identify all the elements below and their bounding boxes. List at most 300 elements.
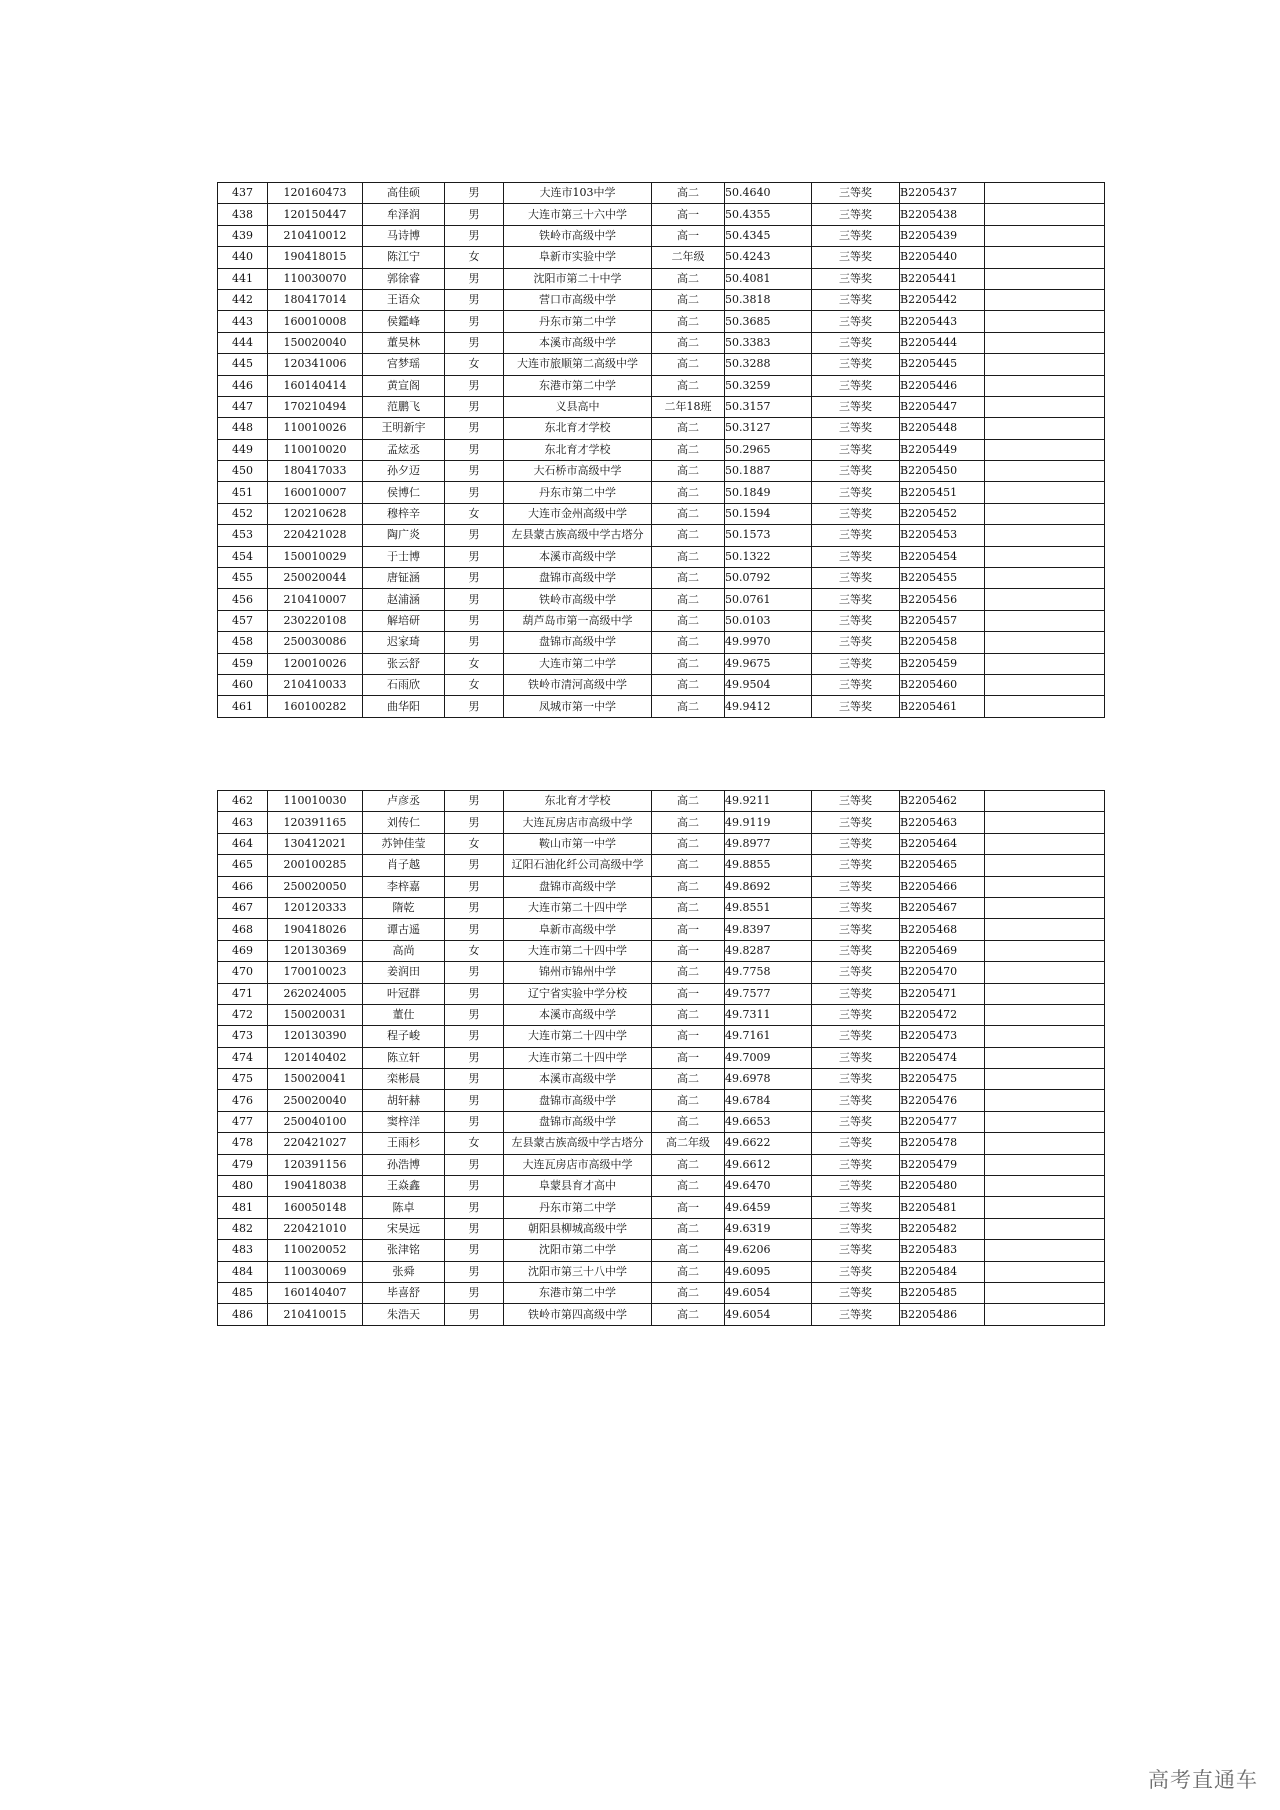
- name-cell: 孙浩博: [363, 1154, 445, 1175]
- certificate-cell: B2205439: [900, 225, 985, 246]
- school-cell: 大连市第二十四中学: [504, 1026, 652, 1047]
- table-row: [218, 204, 1105, 225]
- grade-cell: 二年18班: [652, 396, 725, 417]
- candidate-id-cell: 180417033: [268, 461, 363, 482]
- rank-cell: 466: [218, 876, 268, 897]
- remark-cell: [985, 204, 1105, 225]
- score-cell: 50.0103: [725, 610, 812, 631]
- score-cell: 49.8397: [725, 919, 812, 940]
- name-cell: 迟家琦: [363, 632, 445, 653]
- gender-cell: 男: [445, 332, 504, 353]
- award-cell: 三等奖: [812, 461, 900, 482]
- certificate-cell: B2205468: [900, 919, 985, 940]
- school-cell: 东北育才学校: [504, 418, 652, 439]
- candidate-id-cell: 160100282: [268, 696, 363, 717]
- name-cell: 张舜: [363, 1261, 445, 1282]
- name-cell: 穆梓辛: [363, 503, 445, 524]
- remark-cell: [985, 897, 1105, 918]
- table-row: [218, 289, 1105, 310]
- table-row: [218, 833, 1105, 854]
- score-cell: 49.8287: [725, 940, 812, 961]
- candidate-id-cell: 160010008: [268, 311, 363, 332]
- school-cell: 左县蒙古族高级中学古塔分: [504, 525, 652, 546]
- watermark-text: 高考直通车: [1148, 1768, 1258, 1792]
- award-cell: 三等奖: [812, 876, 900, 897]
- certificate-cell: B2205478: [900, 1133, 985, 1154]
- rank-cell: 468: [218, 919, 268, 940]
- table-row: [218, 1176, 1105, 1197]
- gender-cell: 男: [445, 525, 504, 546]
- score-cell: 49.6612: [725, 1154, 812, 1175]
- name-cell: 程子峻: [363, 1026, 445, 1047]
- gender-cell: 男: [445, 396, 504, 417]
- score-cell: 50.1849: [725, 482, 812, 503]
- rank-cell: 456: [218, 589, 268, 610]
- certificate-cell: B2205457: [900, 610, 985, 631]
- candidate-id-cell: 180417014: [268, 289, 363, 310]
- remark-cell: [985, 375, 1105, 396]
- remark-cell: [985, 183, 1105, 204]
- gender-cell: 男: [445, 568, 504, 589]
- school-cell: 铁岭市高级中学: [504, 589, 652, 610]
- certificate-cell: B2205444: [900, 332, 985, 353]
- certificate-cell: B2205483: [900, 1240, 985, 1261]
- table-row: [218, 940, 1105, 961]
- score-cell: 49.6978: [725, 1069, 812, 1090]
- rank-cell: 457: [218, 610, 268, 631]
- table-row: [218, 247, 1105, 268]
- candidate-id-cell: 250030086: [268, 632, 363, 653]
- grade-cell: 高二: [652, 962, 725, 983]
- award-cell: 三等奖: [812, 1282, 900, 1303]
- remark-cell: [985, 1133, 1105, 1154]
- grade-cell: 高二: [652, 1304, 725, 1325]
- certificate-cell: B2205445: [900, 354, 985, 375]
- grade-cell: 高二: [652, 1218, 725, 1239]
- name-cell: 赵浦涵: [363, 589, 445, 610]
- award-cell: 三等奖: [812, 855, 900, 876]
- award-cell: 三等奖: [812, 1090, 900, 1111]
- remark-cell: [985, 247, 1105, 268]
- grade-cell: 高二: [652, 375, 725, 396]
- award-cell: 三等奖: [812, 1047, 900, 1068]
- remark-cell: [985, 1240, 1105, 1261]
- table-row: [218, 1304, 1105, 1325]
- name-cell: 董昊林: [363, 332, 445, 353]
- award-cell: 三等奖: [812, 1004, 900, 1025]
- table-row: [218, 546, 1105, 567]
- certificate-cell: B2205476: [900, 1090, 985, 1111]
- school-cell: 沈阳市第三十八中学: [504, 1261, 652, 1282]
- school-cell: 铁岭市第四高级中学: [504, 1304, 652, 1325]
- remark-cell: [985, 461, 1105, 482]
- school-cell: 大连瓦房店市高级中学: [504, 1154, 652, 1175]
- name-cell: 张云舒: [363, 653, 445, 674]
- school-cell: 阜新市实验中学: [504, 247, 652, 268]
- gender-cell: 男: [445, 1154, 504, 1175]
- gender-cell: 男: [445, 183, 504, 204]
- rank-cell: 474: [218, 1047, 268, 1068]
- name-cell: 董仕: [363, 1004, 445, 1025]
- certificate-cell: B2205460: [900, 674, 985, 695]
- candidate-id-cell: 150020031: [268, 1004, 363, 1025]
- grade-cell: 高一: [652, 1026, 725, 1047]
- remark-cell: [985, 1261, 1105, 1282]
- score-cell: 49.7161: [725, 1026, 812, 1047]
- remark-cell: [985, 983, 1105, 1004]
- certificate-cell: B2205473: [900, 1026, 985, 1047]
- award-cell: 三等奖: [812, 833, 900, 854]
- score-cell: 50.4081: [725, 268, 812, 289]
- award-cell: 三等奖: [812, 897, 900, 918]
- grade-cell: 高一: [652, 204, 725, 225]
- rank-cell: 463: [218, 812, 268, 833]
- remark-cell: [985, 311, 1105, 332]
- grade-cell: 高二: [652, 568, 725, 589]
- table-row: [218, 1133, 1105, 1154]
- candidate-id-cell: 190418038: [268, 1176, 363, 1197]
- candidate-id-cell: 120130369: [268, 940, 363, 961]
- school-cell: 大连市第三十六中学: [504, 204, 652, 225]
- award-cell: 三等奖: [812, 1133, 900, 1154]
- award-cell: 三等奖: [812, 1069, 900, 1090]
- remark-cell: [985, 525, 1105, 546]
- award-cell: 三等奖: [812, 354, 900, 375]
- candidate-id-cell: 250020050: [268, 876, 363, 897]
- rank-cell: 446: [218, 375, 268, 396]
- name-cell: 侯鑑峰: [363, 311, 445, 332]
- remark-cell: [985, 632, 1105, 653]
- name-cell: 唐钲涵: [363, 568, 445, 589]
- award-cell: 三等奖: [812, 791, 900, 812]
- school-cell: 大连瓦房店市高级中学: [504, 812, 652, 833]
- rank-cell: 438: [218, 204, 268, 225]
- candidate-id-cell: 130412021: [268, 833, 363, 854]
- school-cell: 大连市旅顺第二高级中学: [504, 354, 652, 375]
- certificate-cell: B2205453: [900, 525, 985, 546]
- remark-cell: [985, 1304, 1105, 1325]
- grade-cell: 高一: [652, 919, 725, 940]
- name-cell: 高佳硕: [363, 183, 445, 204]
- grade-cell: 高二: [652, 632, 725, 653]
- rank-cell: 449: [218, 439, 268, 460]
- grade-cell: 高二: [652, 1154, 725, 1175]
- gender-cell: 男: [445, 610, 504, 631]
- certificate-cell: B2205486: [900, 1304, 985, 1325]
- name-cell: 解培研: [363, 610, 445, 631]
- candidate-id-cell: 250020044: [268, 568, 363, 589]
- certificate-cell: B2205470: [900, 962, 985, 983]
- score-cell: 49.6206: [725, 1240, 812, 1261]
- table-row: [218, 225, 1105, 246]
- score-cell: 49.8855: [725, 855, 812, 876]
- name-cell: 王语众: [363, 289, 445, 310]
- name-cell: 郭徐睿: [363, 268, 445, 289]
- award-cell: 三等奖: [812, 1154, 900, 1175]
- award-cell: 三等奖: [812, 610, 900, 631]
- remark-cell: [985, 268, 1105, 289]
- school-cell: 本溪市高级中学: [504, 1069, 652, 1090]
- candidate-id-cell: 110030070: [268, 268, 363, 289]
- grade-cell: 高二: [652, 897, 725, 918]
- remark-cell: [985, 1047, 1105, 1068]
- name-cell: 高尚: [363, 940, 445, 961]
- candidate-id-cell: 120120333: [268, 897, 363, 918]
- gender-cell: 男: [445, 1111, 504, 1132]
- gender-cell: 男: [445, 919, 504, 940]
- name-cell: 王雨杉: [363, 1133, 445, 1154]
- rank-cell: 484: [218, 1261, 268, 1282]
- gender-cell: 男: [445, 962, 504, 983]
- table-row: [218, 962, 1105, 983]
- rank-cell: 461: [218, 696, 268, 717]
- score-cell: 49.6319: [725, 1218, 812, 1239]
- school-cell: 盘锦市高级中学: [504, 1090, 652, 1111]
- remark-cell: [985, 653, 1105, 674]
- certificate-cell: B2205480: [900, 1176, 985, 1197]
- rank-cell: 453: [218, 525, 268, 546]
- name-cell: 毕喜舒: [363, 1282, 445, 1303]
- table-row: [218, 1090, 1105, 1111]
- candidate-id-cell: 210410012: [268, 225, 363, 246]
- certificate-cell: B2205467: [900, 897, 985, 918]
- grade-cell: 高二: [652, 418, 725, 439]
- certificate-cell: B2205463: [900, 812, 985, 833]
- candidate-id-cell: 250040100: [268, 1111, 363, 1132]
- award-cell: 三等奖: [812, 225, 900, 246]
- table-row: [218, 1197, 1105, 1218]
- award-cell: 三等奖: [812, 1304, 900, 1325]
- school-cell: 辽宁省实验中学分校: [504, 983, 652, 1004]
- certificate-cell: B2205440: [900, 247, 985, 268]
- grade-cell: 高二: [652, 589, 725, 610]
- name-cell: 于士博: [363, 546, 445, 567]
- certificate-cell: B2205437: [900, 183, 985, 204]
- school-cell: 凤城市第一中学: [504, 696, 652, 717]
- rank-cell: 482: [218, 1218, 268, 1239]
- table-row: [218, 482, 1105, 503]
- gender-cell: 女: [445, 833, 504, 854]
- remark-cell: [985, 1026, 1105, 1047]
- table-row: [218, 183, 1105, 204]
- school-cell: 东港市第二中学: [504, 1282, 652, 1303]
- table-row: [218, 1026, 1105, 1047]
- name-cell: 黄宣阁: [363, 375, 445, 396]
- award-cell: 三等奖: [812, 940, 900, 961]
- remark-cell: [985, 1090, 1105, 1111]
- gender-cell: 女: [445, 247, 504, 268]
- school-cell: 大连市金州高级中学: [504, 503, 652, 524]
- certificate-cell: B2205447: [900, 396, 985, 417]
- table-row: [218, 461, 1105, 482]
- school-cell: 铁岭市清河高级中学: [504, 674, 652, 695]
- candidate-id-cell: 160140407: [268, 1282, 363, 1303]
- candidate-id-cell: 210410015: [268, 1304, 363, 1325]
- grade-cell: 高二: [652, 812, 725, 833]
- grade-cell: 高二: [652, 833, 725, 854]
- certificate-cell: B2205459: [900, 653, 985, 674]
- school-cell: 盘锦市高级中学: [504, 568, 652, 589]
- certificate-cell: B2205452: [900, 503, 985, 524]
- school-cell: 沈阳市第二中学: [504, 1240, 652, 1261]
- certificate-cell: B2205449: [900, 439, 985, 460]
- name-cell: 张津铭: [363, 1240, 445, 1261]
- school-cell: 大连市第二中学: [504, 653, 652, 674]
- gender-cell: 男: [445, 461, 504, 482]
- certificate-cell: B2205475: [900, 1069, 985, 1090]
- table-row: [218, 439, 1105, 460]
- school-cell: 丹东市第二中学: [504, 311, 652, 332]
- gender-cell: 男: [445, 1090, 504, 1111]
- name-cell: 孙夕迈: [363, 461, 445, 482]
- score-cell: 50.1887: [725, 461, 812, 482]
- grade-cell: 高一: [652, 983, 725, 1004]
- school-cell: 阜蒙县育才高中: [504, 1176, 652, 1197]
- candidate-id-cell: 190418026: [268, 919, 363, 940]
- rank-cell: 476: [218, 1090, 268, 1111]
- remark-cell: [985, 833, 1105, 854]
- gender-cell: 男: [445, 482, 504, 503]
- school-cell: 本溪市高级中学: [504, 546, 652, 567]
- certificate-cell: B2205477: [900, 1111, 985, 1132]
- certificate-cell: B2205443: [900, 311, 985, 332]
- grade-cell: 高二: [652, 653, 725, 674]
- remark-cell: [985, 332, 1105, 353]
- name-cell: 李梓嘉: [363, 876, 445, 897]
- award-cell: 三等奖: [812, 1176, 900, 1197]
- gender-cell: 男: [445, 876, 504, 897]
- school-cell: 铁岭市高级中学: [504, 225, 652, 246]
- score-cell: 50.4243: [725, 247, 812, 268]
- rank-cell: 450: [218, 461, 268, 482]
- table-row: [218, 1154, 1105, 1175]
- award-cell: 三等奖: [812, 983, 900, 1004]
- grade-cell: 高二: [652, 1111, 725, 1132]
- name-cell: 姜润田: [363, 962, 445, 983]
- score-cell: 50.4355: [725, 204, 812, 225]
- score-cell: 49.9211: [725, 791, 812, 812]
- certificate-cell: B2205462: [900, 791, 985, 812]
- remark-cell: [985, 546, 1105, 567]
- school-cell: 鞍山市第一中学: [504, 833, 652, 854]
- remark-cell: [985, 482, 1105, 503]
- rank-cell: 485: [218, 1282, 268, 1303]
- candidate-id-cell: 120210628: [268, 503, 363, 524]
- gender-cell: 男: [445, 791, 504, 812]
- rank-cell: 445: [218, 354, 268, 375]
- score-cell: 49.6459: [725, 1197, 812, 1218]
- name-cell: 苏钟佳莹: [363, 833, 445, 854]
- table-row: [218, 418, 1105, 439]
- certificate-cell: B2205442: [900, 289, 985, 310]
- school-cell: 本溪市高级中学: [504, 332, 652, 353]
- remark-cell: [985, 568, 1105, 589]
- award-cell: 三等奖: [812, 268, 900, 289]
- name-cell: 孟炫丞: [363, 439, 445, 460]
- award-table-1: [217, 182, 1105, 718]
- table-row: [218, 674, 1105, 695]
- rank-cell: 439: [218, 225, 268, 246]
- school-cell: 盘锦市高级中学: [504, 1111, 652, 1132]
- name-cell: 牟泽润: [363, 204, 445, 225]
- gender-cell: 男: [445, 812, 504, 833]
- candidate-id-cell: 110010030: [268, 791, 363, 812]
- award-cell: 三等奖: [812, 332, 900, 353]
- score-cell: 49.9412: [725, 696, 812, 717]
- rank-cell: 478: [218, 1133, 268, 1154]
- award-cell: 三等奖: [812, 311, 900, 332]
- rank-cell: 452: [218, 503, 268, 524]
- name-cell: 侯博仁: [363, 482, 445, 503]
- rank-cell: 458: [218, 632, 268, 653]
- gender-cell: 男: [445, 204, 504, 225]
- name-cell: 范鹏飞: [363, 396, 445, 417]
- candidate-id-cell: 120160473: [268, 183, 363, 204]
- table-row: [218, 1047, 1105, 1068]
- score-cell: 49.7311: [725, 1004, 812, 1025]
- name-cell: 马诗博: [363, 225, 445, 246]
- table-row: [218, 1282, 1105, 1303]
- candidate-id-cell: 110010026: [268, 418, 363, 439]
- rank-cell: 475: [218, 1069, 268, 1090]
- school-cell: 朝阳县柳城高级中学: [504, 1218, 652, 1239]
- certificate-cell: B2205484: [900, 1261, 985, 1282]
- gender-cell: 男: [445, 289, 504, 310]
- grade-cell: 高一: [652, 1197, 725, 1218]
- remark-cell: [985, 696, 1105, 717]
- score-cell: 49.9970: [725, 632, 812, 653]
- rank-cell: 448: [218, 418, 268, 439]
- score-cell: 50.1594: [725, 503, 812, 524]
- grade-cell: 高二: [652, 546, 725, 567]
- grade-cell: 高二: [652, 1069, 725, 1090]
- award-cell: 三等奖: [812, 919, 900, 940]
- gender-cell: 男: [445, 632, 504, 653]
- table-row: [218, 610, 1105, 631]
- name-cell: 窦梓洋: [363, 1111, 445, 1132]
- table-row: [218, 589, 1105, 610]
- table-row: [218, 396, 1105, 417]
- table-row: [218, 653, 1105, 674]
- certificate-cell: B2205454: [900, 546, 985, 567]
- award-table-2: [217, 790, 1105, 1326]
- school-cell: 大连市103中学: [504, 183, 652, 204]
- grade-cell: 高二: [652, 268, 725, 289]
- remark-cell: [985, 610, 1105, 631]
- table-row: [218, 855, 1105, 876]
- score-cell: 50.2965: [725, 439, 812, 460]
- certificate-cell: B2205456: [900, 589, 985, 610]
- award-cell: 三等奖: [812, 396, 900, 417]
- name-cell: 宫梦瑶: [363, 354, 445, 375]
- award-cell: 三等奖: [812, 204, 900, 225]
- rank-cell: 444: [218, 332, 268, 353]
- score-cell: 50.1573: [725, 525, 812, 546]
- name-cell: 曲华阳: [363, 696, 445, 717]
- score-cell: 50.3127: [725, 418, 812, 439]
- candidate-id-cell: 120341006: [268, 354, 363, 375]
- rank-cell: 469: [218, 940, 268, 961]
- grade-cell: 高一: [652, 225, 725, 246]
- score-cell: 49.6470: [725, 1176, 812, 1197]
- certificate-cell: B2205465: [900, 855, 985, 876]
- table-row: [218, 919, 1105, 940]
- certificate-cell: B2205471: [900, 983, 985, 1004]
- score-cell: 49.8692: [725, 876, 812, 897]
- gender-cell: 男: [445, 983, 504, 1004]
- school-cell: 盘锦市高级中学: [504, 876, 652, 897]
- award-cell: 三等奖: [812, 375, 900, 396]
